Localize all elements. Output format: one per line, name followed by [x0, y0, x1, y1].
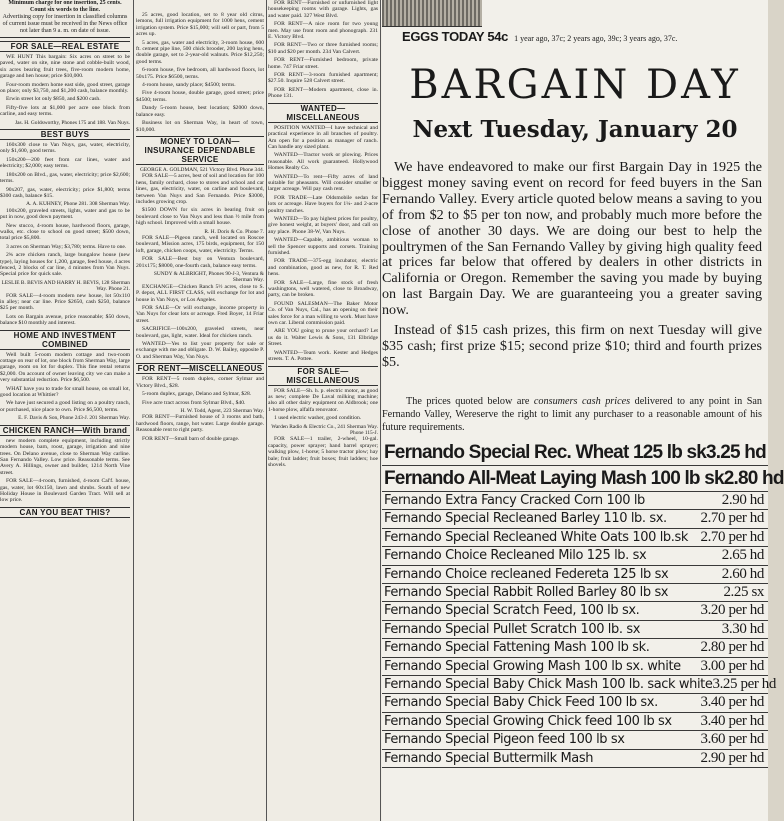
product-name: Fernando Special Baby Chick Mash 100 lb. sack white	[384, 677, 713, 693]
price-row	[382, 639, 768, 657]
bargain-day-advertisement	[382, 0, 784, 821]
product-name: Fernando Special Recleaned Barley 110 lb. sx.	[384, 511, 667, 527]
notice-line: Minimum charge for one insertion, 25 cents.	[8, 0, 122, 6]
product-name: Fernando Special Recleaned White Oats 100 lb.sk	[384, 529, 689, 545]
price-row	[382, 529, 768, 547]
product-price: 2.80 per hd	[700, 639, 764, 656]
product-name: Fernando Special Scratch Feed, 100 lb sx.	[384, 603, 640, 619]
product-name: Fernando Special Fattening Mash 100 lb sk.	[384, 640, 650, 656]
classified-ad: FOR SALE—Sh. h. p. electric motor, as good as new; complete De Laval milking machine; also all other dairy equipment on Aldbrook; one 1-horse plow, alfalfa renovator.	[268, 387, 378, 413]
classified-ad: Erwin street lot only $850, and $200 cash.	[6, 96, 101, 103]
classified-ad: 180x200 on Blvd., gas, water, electricity; price $2,600; terms.	[0, 171, 130, 185]
classified-column-3	[268, 0, 378, 470]
classified-ad: SACRIFICE—100x200, graveled streets, near boulevard, gas, light, water. Ideal for chicken ranch.	[136, 326, 264, 339]
product-price: 3.40 per hd	[700, 694, 764, 711]
advertiser-signature: A. A. KUHNEY, Phone 281. 308 Sherman Way.	[26, 201, 130, 208]
section-heading: BEST BUYS	[0, 129, 130, 140]
classified-ad: FOR SALE—5 acres, best of soil and location for 100 hens, family orchard, close to stores and school and car lines, gas, electricity, water, on carline and boulevard, between Van Nuys and San Fernando. Price $3000, includes growing crop.	[136, 173, 264, 205]
ad-body	[382, 160, 762, 371]
section-heading: CAN YOU BEAT THIS?	[0, 507, 130, 518]
price-row	[382, 566, 768, 584]
product-price: 3.20 per hd	[700, 602, 764, 619]
classified-ad: WANTED—Capable, ambitious woman to sell the Spencer supports and corsets. Training furnished.	[268, 237, 378, 256]
classified-ad: 90x207, gas, water, electricity; price $1,800; terms $300 cash, balance $15.	[0, 186, 130, 199]
product-price: 2.70 per hd	[700, 528, 764, 545]
classified-ad: Fifty-five lots at $1,000 per acre one block from carline, and easy terms.	[0, 104, 130, 118]
price-row	[382, 602, 768, 620]
product-price: 3.25 hd	[706, 442, 766, 463]
classified-ad: Four-room modern home east side, good street, garage on place; only $3,750, and $1,200 cash, balance monthly.	[0, 81, 130, 95]
classified-ad: WANTED—Team work. Kester and Hedges streets. T. A. Pottee.	[268, 349, 378, 363]
classified-notice	[0, 0, 130, 38]
notice-line: Advertising copy for insertion in classified columns of current issue must be received in the News office not later than 9 a. m. on date of issue.	[2, 14, 128, 34]
classified-ad: Well built 5-room modern cottage and two-room cottage on rear of lot, one block from Sherman Way, large garage, room on lot for duplex. This fine rental returns $2,000. On account of owner leaving city we can make a very substantial reduction. Price $6,500.	[0, 351, 130, 384]
classified-column-1	[0, 0, 130, 520]
classified-ad: FOR RENT—5 room duplex, corner Sylmar and Victory Blvd., $28.	[136, 376, 264, 389]
note-emphasis: consumers cash prices	[533, 396, 631, 407]
advertiser-signature: GEORGE A. GOLDMAN, 521 Victory Blvd. Phone 344.	[139, 166, 264, 173]
classified-ad: WANTED—Tractor work or plowing. Prices reasonable. All work guaranteed. Hollywood Homes Realty Co.	[268, 152, 378, 172]
price-row	[382, 584, 768, 602]
price-row	[382, 694, 768, 712]
section-heading: FOR SALE—REAL ESTATE	[0, 41, 130, 52]
product-price: 2.80 hd	[723, 468, 784, 489]
classified-ad: FOR RENT—A nice room for two young men. May use front room and phonograph. 231 E. Victory Blvd.	[268, 21, 378, 41]
classified-column-2	[136, 0, 264, 444]
classified-ad: FOR RENT—Furnished or unfurnished light housekeeping rooms with garage. Lights, gas and water paid. 327 West Blvd.	[268, 0, 378, 19]
classified-ad: WANTED—Yes to list your property for sale or exchange with me and obligate. D. W. Bailey, opposite P. O. and Sherman Way, Van Nuys.	[136, 341, 264, 360]
product-name: Fernando Special Buttermilk Mash	[384, 750, 594, 766]
classified-ad: 2¾ acre chicken ranch, large bungalow house (new type), laying houses for 1,200, garage, feed house, 4 acres fenced, 2 blocks of car line, 4 minutes from Van Nuys. Special price for quick sale.	[0, 252, 130, 278]
classified-ad: FOR SALE—Large, fine stock of fresh washingtons, well watered, close to Broadway, party, can be broken.	[268, 279, 378, 299]
product-name: Fernando Special Rec. Wheat 125 lb sk	[384, 442, 707, 463]
note-text: delivered to any point in San Fernando Valley, Wereserve the right to limit any purchaser to a reasonable amount of his future requirements.	[382, 396, 762, 433]
classified-ad: POSITION WANTED—I have technical and practical experience in all branches of poultry. Am open for a position as manager of ranch. Can handle any sized plant.	[268, 124, 378, 150]
classified-ad: 1 used electric washer, good condition.	[274, 415, 362, 422]
product-price: 3.25 per hd	[712, 676, 776, 693]
classified-ad: ARE YOU going to prune your orchard? Let us do it. Walter Lewis & Sons, 131 Elbridge Street.	[268, 328, 378, 348]
classified-ad: FOR SALE—4-room, furnished, 4-room Cal'f. house, gas, water, lot 60x150, lawn and shrubs. South of new Holiday House in Boulevard Garden Tract. Will sell at low price.	[0, 478, 130, 504]
classified-ad: WE HUNT This bargain: Six acres on street to be paved, water on site, nine stone and cobble-built wood, six acres bearing fruit trees, five-room modern home, garage and hen house; price $10,000.	[0, 54, 130, 80]
section-heading: FOR RENT—MISCELLANEOUS	[137, 364, 263, 374]
section-heading: WANTED—MISCELLANEOUS	[268, 103, 378, 123]
classified-ad: new modern complete equipment, including strictly modern house, barn, roost, garage, irrigation and nine trees. On Delano avenue, close to Sherman Way carline. San Fernando Valley. Low price. Reasonable terms. See Avery A. Hillings, owner and builder, 1214 North Vine street.	[0, 437, 130, 476]
advertiser-signature: H. W. Todd, Agent, 223 Sherman Way.	[180, 407, 264, 414]
classified-ad: FOR SALE—1 trailer, 2-wheel, 10-gal. capacity, power sprayer; hand barrel sprayer; walking plow, 1-horse; 5 horse tractor plow; hay bale; fruit ladder; fruit boxes; fruit ladders; hoe shovels.	[268, 436, 378, 468]
section-heading: CHICKEN RANCH—With brand	[0, 425, 130, 436]
price-row	[382, 713, 768, 731]
product-name: Fernando Special Growing Chick feed 100 lb sx	[384, 713, 672, 729]
price-row	[382, 658, 768, 676]
price-row	[382, 547, 768, 565]
product-price: 2.25 sx	[723, 584, 764, 601]
notice-line: Count six words to the line.	[29, 7, 100, 13]
classified-ad: FOR RENT—3-room furnished apartment; $27.50. Inquire 528 Calvert street.	[268, 72, 378, 85]
product-name: Fernando Special Pigeon feed 100 lb sx	[384, 732, 625, 748]
product-price: 3.30 hd	[721, 620, 764, 637]
product-price: 2.65 hd	[721, 547, 764, 564]
classified-ad: FOR SALE—Or will exchange, income property in Van Nuys for clear lots or acreage. Fred Boyer, 14 Friar street.	[136, 305, 264, 324]
product-price: 3.60 per hd	[700, 731, 764, 748]
section-heading: MONEY TO LOAN—INSURANCE DEPENDABLE SERVICE	[136, 136, 264, 165]
classified-ad: FOUND SALESMAN—The Baker Motor Co. of Van Nuys, Cal., has an opening on their sales force for a man willing to work. Must have own car. Liberal commission paid.	[268, 300, 378, 327]
classified-ad: EXCHANGE—Chicken Ranch 5½ acres, close to S. P. depot, ALL FIRST CLASS, will exchange for lot and house in Van Nuys, or Los Angeles.	[136, 283, 264, 303]
classified-ad: FOR RENT—Furnished bedroom, private home. 747 Friar street.	[268, 57, 378, 70]
product-name: Fernando Extra Fancy Cracked Corn 100 lb	[384, 493, 645, 508]
ad-paragraph: Instead of $15 cash prizes, this firm on next Tuesday will give $35 cash; first prize $15; second prize $10; third and fourth prizes $5.	[382, 322, 762, 370]
classified-ad: Business lot on Sherman Way, in heart of town, $10,000.	[136, 120, 264, 133]
product-name: Fernando All-Meat Laying Mash 100 lb sk	[384, 468, 724, 489]
note-text: The prices quoted below are	[406, 396, 534, 407]
price-row	[382, 731, 768, 749]
classified-ad: 150x200—200 feet from car lines, water and electricity; $2,000; easy terms.	[0, 156, 130, 170]
classified-ad: FOR TRADE—375-egg incubator, electric and combination, good as new, for R. T. Red hens.	[268, 258, 378, 278]
ad-paragraph: We have endeavored to make our first Bargain Day in 1925 the biggest money saving event on record for feed buyers in the San Fernando Valley. Every article quoted below means a saving to you of from $2 to $5 per ton now, and probably much more before the close of another 30 days. We are doing our best to help the poultrymen of the San Fernando Valley by giving high quality feed at prices far below that offered by dealers in other districts in California or Oregon. Remember the saving you made by buying on last Bargain Day. We are guaranteeing you a greater saving now.	[382, 159, 762, 319]
product-name: Fernando Special Growing Mash 100 lb sx. white	[384, 658, 681, 674]
advertiser-signature: R. H. Doris & Co. Phone 7.	[204, 228, 264, 235]
classified-ad: WANTED—To rent—Fifty acres of land suitable for pheasants. Will consider smaller or larger acreage. Will pay cash rent.	[268, 173, 378, 193]
classified-ad: Dandy 5-room house, best location; $2000 down, balance easy.	[136, 105, 264, 118]
price-row	[382, 676, 776, 694]
classified-ad: FOR RENT—Two or three furnished rooms; $10 and $20 per month. 234 Van Calvert.	[268, 42, 378, 55]
classified-ad: 3 acres on Sherman Way; $3,780; terms. Have to one.	[6, 243, 127, 250]
classified-ad: FOR RENT—Modern apartment, close in. Phone 131.	[268, 86, 378, 100]
classified-ad: Five acre tract across from Sylmar Blvd., $40.	[142, 399, 246, 406]
classified-ad: 5 acres, gas, water and electricity, 3-room house, 600 ft. cement pipe line, 500 chick brooder, 200 laying hens, double garage, set to 2-year-old walnuts. Price $12,250; good terms.	[136, 39, 264, 65]
advertiser-signature: SUNDY & ALBRIGHT, Phones 90-J-3, Ventura & Sherman Way.	[153, 271, 264, 284]
classified-ad: FOR SALE—Pigeon ranch, well located on Roscoe boulevard, Mission acres, 175 birds, equipment, for 150 loft, garage, chicken coops, water, electricity. Terms.	[136, 234, 264, 254]
classified-ad: 6-room house, five bedroom, all hardwood floors, lot 50x175. Price $6500, terms.	[136, 67, 264, 80]
masthead-illustration	[382, 0, 482, 27]
section-heading: FOR SALE—MISCELLANEOUS	[268, 366, 378, 386]
product-name: Fernando Choice recleaned Federeta 125 lb sx	[384, 566, 669, 582]
classified-ad: New stucco, 4-room house, hardwood floors, garage, walks, etc. close to school on good street; $500 down, total price $5,800.	[0, 222, 130, 242]
advertiser-signature: Jas. H. Goldsworthy, Phones 175 and 188. Van Nuys.	[15, 119, 130, 126]
product-name: Fernando Choice Recleaned Milo 125 lb. sx	[384, 548, 647, 564]
eggs-today-price: EGGS TODAY 54c	[402, 29, 509, 44]
product-price: 2.90 hd	[721, 492, 764, 508]
product-price: 3.40 per hd	[700, 712, 764, 729]
classified-ad: FOR SALE—4-room modern new house, lot 50x110 in alley; near car line. Price $2650, cash $250, balance $25 per month.	[0, 292, 130, 312]
price-row	[382, 750, 768, 768]
price-list	[382, 440, 784, 768]
classified-ad: WHAT have you to trade for small house, on small lot, good location at Whittier?	[0, 385, 130, 399]
column-rule	[380, 0, 381, 821]
classified-ad: $1500 DOWN for six acres in bearing fruit on boulevard close to Van Nuys and less than ½ mile from high school. Improved with a small house.	[136, 207, 264, 227]
price-note	[382, 395, 762, 434]
classified-ad: We have just secured a good listing on a poultry ranch, or purchased, nice place to own. Price $6,500, terms.	[0, 400, 130, 413]
product-price: 2.60 hd	[721, 565, 764, 582]
ad-title: BARGAIN DAY	[409, 62, 741, 108]
price-row	[382, 510, 768, 528]
product-price: 2.90 per hd	[700, 749, 764, 766]
ad-date: Next Tuesday, January 20	[412, 116, 738, 143]
classified-ad: FOR RENT—Furnished house of 3 rooms and bath, hardwood floors, range, hot water. Large double garage. Reasonable rent to right party.	[136, 414, 264, 434]
price-row	[382, 492, 768, 510]
price-row	[382, 440, 768, 466]
product-name: Fernando Special Pullet Scratch 100 lb. sx	[384, 621, 641, 637]
advertiser-signature: LESLIE B. BEVIS AND HARRY H. BEVIS, 128 Sherman Way. Phone 21.	[1, 279, 130, 293]
classified-ad: 160x300 close to Van Nuys, gas, water, electricity, only $1,600, good terms.	[0, 142, 130, 155]
classified-ad: 25 acres, good location, set to 8 year old citrus, lemons, full irrigation equipment for 1000 hens, cement irrigation system. Price $15,000; will sell or part, from 5 acres up.	[136, 12, 264, 38]
advertiser-signature: E. F. Davis & Son, Phone 243-J. 201 Sherman Way.	[18, 415, 130, 422]
classified-ad: 100x200, graveled streets, lights, water and gas to be put in now, good down payment.	[0, 207, 130, 221]
column-rule	[266, 0, 267, 821]
section-heading: HOME AND INVESTMENT COMBINED	[0, 330, 130, 350]
product-price: 3.00 per hd	[700, 657, 764, 674]
advertiser-signature: Warden Radio & Electric Co., 241 Sherman Way. Phone 115-J.	[271, 423, 378, 436]
price-row	[382, 621, 768, 639]
column-rule	[133, 0, 134, 821]
eggs-history: 1 year ago, 37c; 2 years ago, 39c; 3 years ago, 37c.	[514, 34, 678, 43]
product-name: Fernando Special Rabbit Rolled Barley 80 lb sx	[384, 585, 669, 601]
classified-ad: FOR RENT—Small barn of double garage.	[142, 435, 240, 442]
classified-ad: FOR TRADE—Late Oldsmobile sedan for lots or acreage. Have buyers for 1¼- and 2-acre poultry ranches.	[268, 194, 378, 214]
price-row	[382, 466, 784, 492]
classified-ad: WANTED—To pay highest prices for poultry, give honest weight, at buyers' door, and call on any place. Phone 38-W, Van Nuys.	[268, 215, 378, 235]
classified-ad: Five 4-room house, double garage, good street; price $4500; terms.	[136, 90, 264, 103]
product-price: 2.70 per hd	[700, 510, 764, 527]
product-name: Fernando Special Baby Chick Feed 100 lb sx.	[384, 695, 658, 711]
classified-ad: FOR SALE—Best buy on Ventura boulevard, 201x175; $8000, one-fourth cash, balance easy terms.	[136, 256, 264, 269]
egg-price-line	[402, 28, 677, 46]
classified-ad: Lots on Bargain avenue, price reasonable; $50 down, balance $10 monthly and interest.	[0, 313, 130, 327]
classified-ad: 4-room house, sandy place; $4500; terms.	[142, 82, 236, 89]
classified-ad: 5-room duplex, garage, Delano and Sylmar, $28.	[142, 391, 252, 398]
